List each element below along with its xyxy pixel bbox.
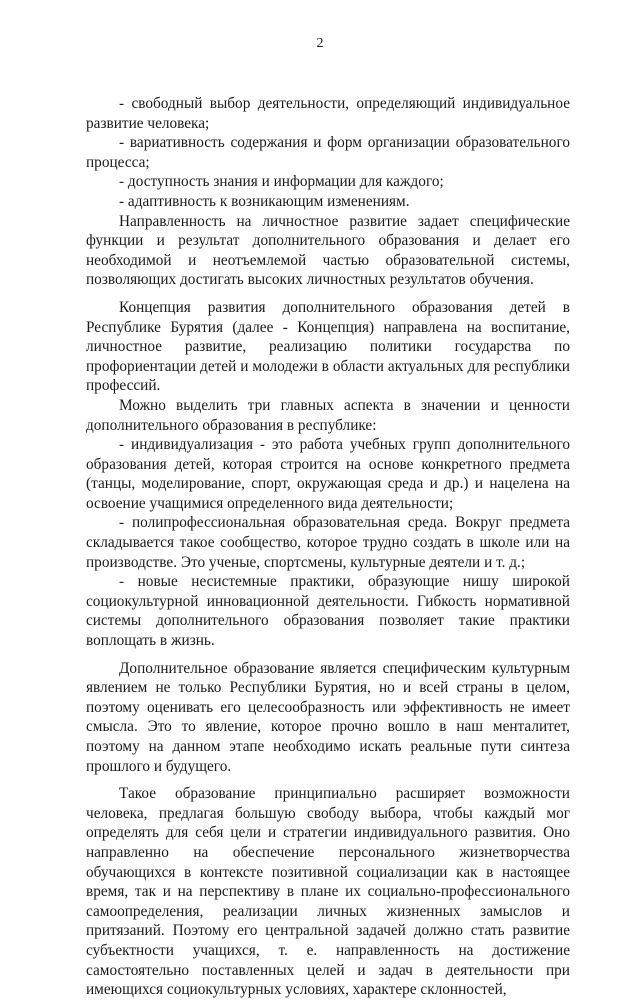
paragraph-expanding-opportunities: Такое образование принципиально расширяет возможности человека, предлагая большую свободу выбора, чтобы каждый мог определять для себя цели и стратегии индивидуального развития. Оно направленно на обеспечение персонального жизнетворчества обучающихся в контексте позитивной социализации как в настоящее время, так и на перспективу в плане их социально-профессионального самоопределения, реализации личных жизненных замыслов и притязаний. Поэтому его центральной задачей должно стать развитие субъектности учащихся, т. е. направленность на достижение самостоятельно поставленных целей и задач в деятельности при имеющихся социокультурных условиях, характере склонностей, bbox=[86, 785, 570, 999]
page-number: 2 bbox=[316, 36, 324, 51]
list-item-adaptivity: - адаптивность к возникающим изменениям. bbox=[119, 192, 410, 210]
list-item-free-choice: - свободный выбор деятельности, определяющий индивидуальное развитие человека; bbox=[86, 95, 570, 132]
list-item-polyprofessional: - полипрофессиональная образовательная среда. Вокруг предмета складывается такое сообщество, которое трудно создать в школе или на производстве. Это ученые, спортсмены, культурные деятели и т. д.; bbox=[86, 514, 570, 571]
paragraph-personal-development: Направленность на личностное развитие задает специфические функции и результат дополнительного образования и делает его необходимой и неотъемлемой частью образовательной системы, позволяющих достигать высоких личностных результатов обучения. bbox=[86, 212, 570, 289]
paragraph-cultural-phenomenon: Дополнительное образование является специфическим культурным явлением не только Республики Бурятия, но и всей страны в целом, поэтому оценивать его целесообразность или эффективность не имеет смысла. Это то явление, которое прочно вошло в наш менталитет, поэтому на данном этапе необходимо искать реальные пути синтеза прошлого и будущего. bbox=[86, 659, 570, 775]
list-item-variability: - вариативность содержания и форм организации образовательного процесса; bbox=[86, 134, 570, 171]
list-item-new-practices: - новые несистемные практики, образующие нишу широкой социокультурной инновационной деятельности. Гибкость нормативной системы дополнительного образования позволяет такие практики воплощать в жизнь. bbox=[86, 573, 570, 650]
list-item-accessibility: - доступность знания и информации для каждого; bbox=[119, 173, 444, 191]
body-text bbox=[86, 94, 570, 1000]
list-item-individualization: - индивидуализация - это работа учебных групп дополнительного образования детей, которая строится на основе конкретного предмета (танцы, моделирование, спорт, окружающая среда и др.) и нацелена на освоение учащимися определенного вида деятельности; bbox=[86, 436, 570, 512]
paragraph-three-aspects: Можно выделить три главных аспекта в значении и ценности дополнительного образования в республике: bbox=[86, 396, 570, 434]
paragraph-concept: Концепция развития дополнительного образования детей в Республике Бурятия (далее - Концепция) направлена на воспитание, личностное развитие, реализацию политики государства по профориентации детей и молодежи в области актуальных для республики профессий. bbox=[86, 298, 570, 395]
